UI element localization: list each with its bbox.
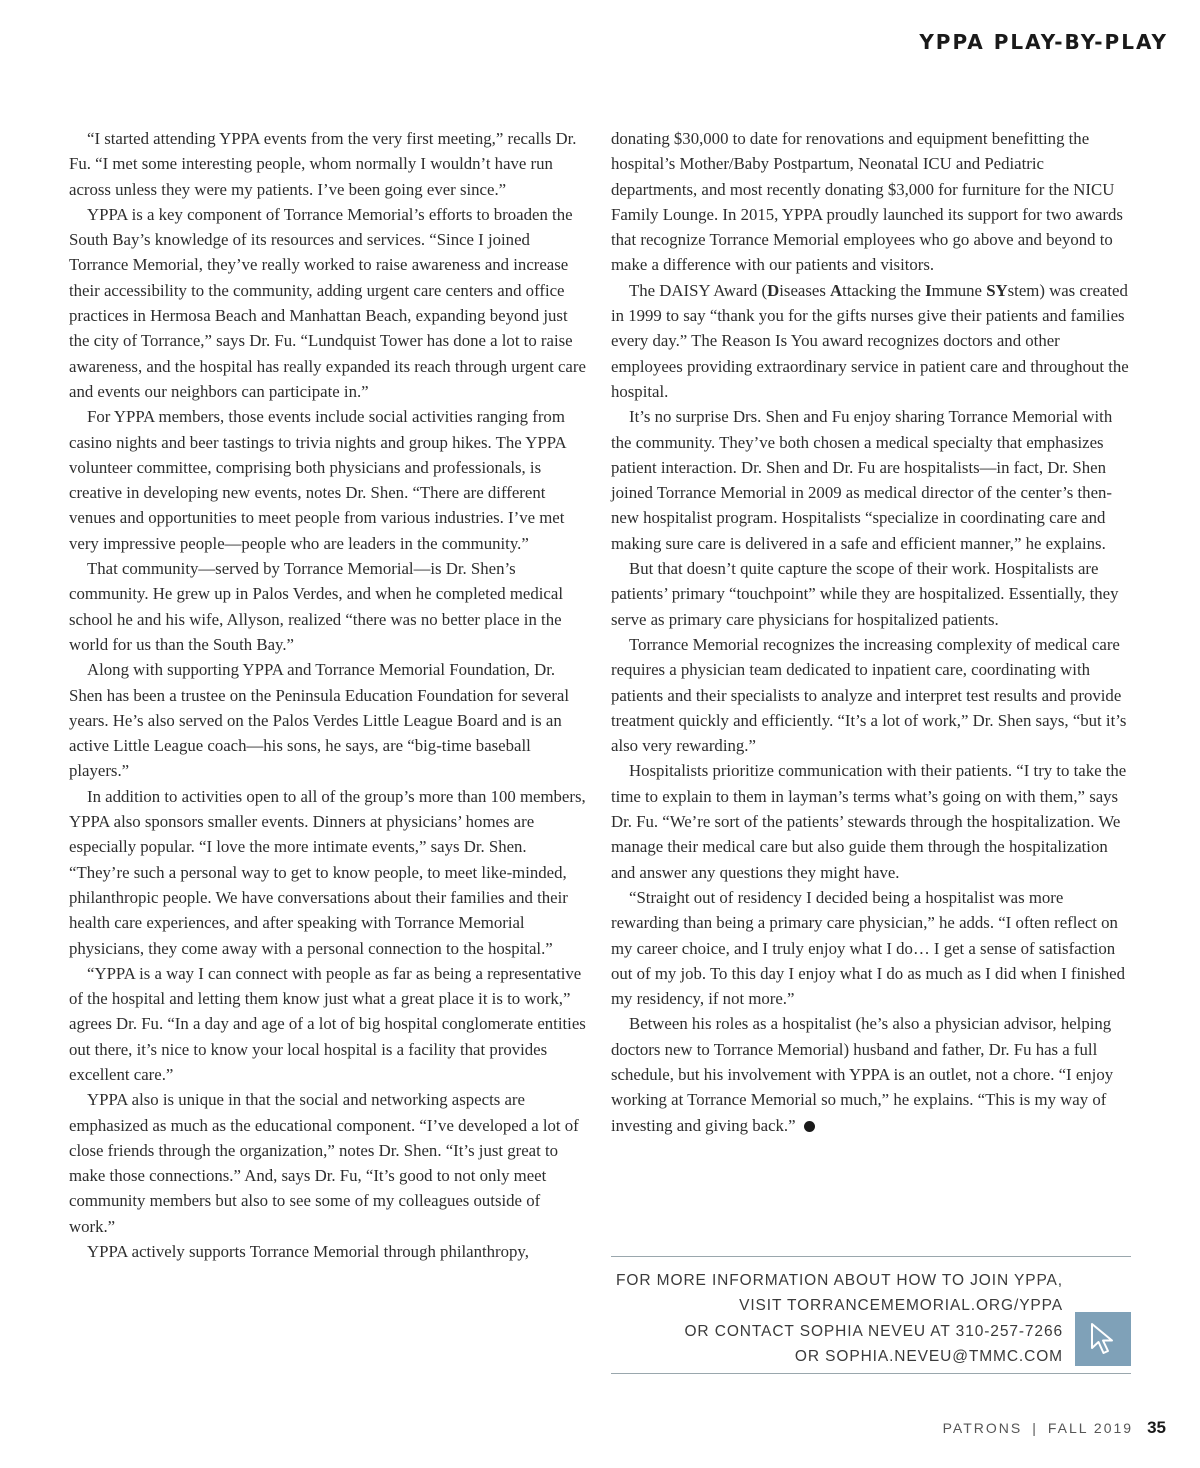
paragraph: “YPPA is a way I can connect with people as far as being a representative of the hospital and letting them know just what a great place it is to work,” agrees Dr. Fu. “In a day and age of a lot of big hospital conglomerate entities out there, it’s nice to know your local hospital is a facility that provides excellent care.” <box>69 963 586 1084</box>
paragraph: That community—served by Torrance Memorial—is Dr. Shen’s community. He grew up in Palos Verdes, and when he completed medical school he and his wife, Allyson, realized “there was no better place in the world for us than the South Bay.” <box>69 559 563 654</box>
section-header: YPPA PLAY-BY-PLAY <box>919 30 1168 54</box>
paragraph: YPPA also is unique in that the social and networking aspects are emphasized as much as the educational component. “I’ve developed a lot of close friends through the organization,” notes Dr. Shen. “It’s just great to make those connections.” And, says Dr. Fu, “It’s good to not only meet community members but also to see some of my colleagues outside of work.” <box>69 1090 579 1236</box>
paragraph: YPPA is a key component of Torrance Memorial’s efforts to broaden the South Bay’s knowledge of its resources and services. “Since I joined Torrance Memorial, they’ve really worked to raise awareness and increase their accessibility to the community, adding urgent care centers and office practices in Hermosa Beach and Manhattan Beach, expanding beyond just the city of Torrance,” says Dr. Fu. “Lundquist Tower has done a lot to raise awareness, and the hospital has really expanded its reach through urgent care and events our neighbors can participate in.” <box>69 204 586 401</box>
paragraph: Hospitalists prioritize communication with their patients. “I try to take the time to explain to them in layman’s terms what’s going on with them,” says Dr. Fu. “We’re sort of the patients’ stewards through the hospitalization. We manage their medical care but also guide them through the hospitalization and answer any questions they might have. <box>611 761 1127 882</box>
info-text <box>616 1268 1063 1369</box>
paragraph-continuation: donating $30,000 to date for renovations and equipment benefitting the hospital’s Mother/Baby Postpartum, Neonatal ICU and Pediatric departments, and most recently donating $3,000 for furniture for the NICU Family Lounge. In 2015, YPPA proudly launched its support for two awards that recognize Torrance Memorial employees who go above and beyond to make a difference with our patients and visitors. <box>611 129 1123 275</box>
issue-label: FALL 2019 <box>1047 1420 1134 1436</box>
article-column-right <box>611 126 1133 1138</box>
paragraph: “Straight out of residency I decided being a hospitalist was more rewarding than being a primary care physician,” he adds. “I often reflect on my career choice, and I truly enjoy what I do… I get a sense of satisfaction out of my job. To this day I enjoy what I do as much as I did when I finished my residency, if not more.” <box>611 887 1125 1009</box>
paragraph: In addition to activities open to all of the group’s more than 100 members, YPPA also sponsors smaller events. Dinners at physicians’ homes are especially popular. “I love the more intimate events,” says Dr. Shen. “They’re such a personal way to get to know people, to meet like-minded, philanthropic people. We have conversations about their families and their health care experiences, and after speaking with Torrance Memorial physicians, they come away with a personal connection to the hospital.” <box>69 786 586 958</box>
info-line-phone: OR CONTACT SOPHIA NEVEU AT 310-257-7266 <box>684 1322 1063 1340</box>
paragraph-final: Between his roles as a hospitalist (he’s also a physician advisor, helping doctors new to Torrance Memorial) husband and father, Dr. Fu has a full schedule, but his involvement with YPPA is an outlet, not a chore. “I enjoy working at Torrance Memorial so much,” he explains. “This is my way of investing and giving back.” <box>611 1014 1114 1135</box>
paragraph: “I started attending YPPA events from the very first meeting,” recalls Dr. Fu. “I met some interesting people, whom normally I wouldn’t have run across unless they were my patients. I’ve been going ever since.” <box>69 129 577 199</box>
info-line: FOR MORE INFORMATION ABOUT HOW TO JOIN YPPA, <box>616 1272 1063 1289</box>
paragraph: YPPA actively supports Torrance Memorial through philanthropy, <box>87 1242 529 1262</box>
paragraph: It’s no surprise Drs. Shen and Fu enjoy sharing Torrance Memorial with the community. They’ve both chosen a medical specialty that emphasizes patient interaction. Dr. Shen and Dr. Fu are hospitalists—in fact, Dr. Shen joined Torrance Memorial in 2009 as medical director of the center’s then-new hospitalist program. Hospitalists “specialize in coordinating care and making sure care is delivered in a safe and efficient manner,” he explains. <box>611 407 1113 553</box>
paragraph: Along with supporting YPPA and Torrance Memorial Foundation, Dr. Shen has been a trustee on the Peninsula Education Foundation for several years. He’s also served on the Palos Verdes Little League Board and is an active Little League coach—his sons, he says, are “big-time baseball players.” <box>69 660 570 781</box>
paragraph: For YPPA members, those events include social activities ranging from casino nights and beer tastings to trivia nights and group hikes. The YPPA volunteer committee, comprising both physicians and professionals, is creative in developing new events, notes Dr. Shen. “There are different venues and opportunities to meet people from various industries. I’ve met very impressive people—people who are leaders in the community.” <box>69 407 566 553</box>
article-column-left <box>69 126 589 1264</box>
info-line-website: VISIT TORRANCEMEMORIAL.ORG/YPPA <box>739 1297 1063 1315</box>
paragraph: But that doesn’t quite capture the scope of their work. Hospitalists are patients’ primary “touchpoint” while they are hospitalized. Essentially, they serve as primary care physicians for hospitalized patients. <box>611 559 1119 629</box>
end-mark-icon <box>804 1121 815 1132</box>
paragraph: Torrance Memorial recognizes the increasing complexity of medical care requires a physician team dedicated to inpatient care, coordinating with patients and their specialists to analyze and interpret test results and provide treatment quickly and efficiently. “It’s a lot of work,” Dr. Shen says, “but it’s also very rewarding.” <box>611 634 1127 756</box>
footer-separator: | <box>1032 1420 1038 1436</box>
info-box <box>611 1256 1131 1374</box>
page-number: 35 <box>1147 1418 1166 1437</box>
cursor-arrow-icon <box>1075 1312 1131 1366</box>
paragraph-daisy-award: The DAISY Award (Diseases Attacking the Immune SYstem) was created in 1999 to say “thank you for the gifts nurses give their patients and families every day.” The Reason Is You award recognizes doctors and other employees providing extraordinary service in patient care and throughout the hospital. <box>611 280 1129 401</box>
info-line-email: OR SOPHIA.NEVEU@TMMC.COM <box>794 1347 1063 1365</box>
publication-name: PATRONS <box>942 1420 1023 1436</box>
page-footer <box>943 1418 1166 1438</box>
cursor-arrow-icon-glyph <box>1086 1321 1120 1357</box>
